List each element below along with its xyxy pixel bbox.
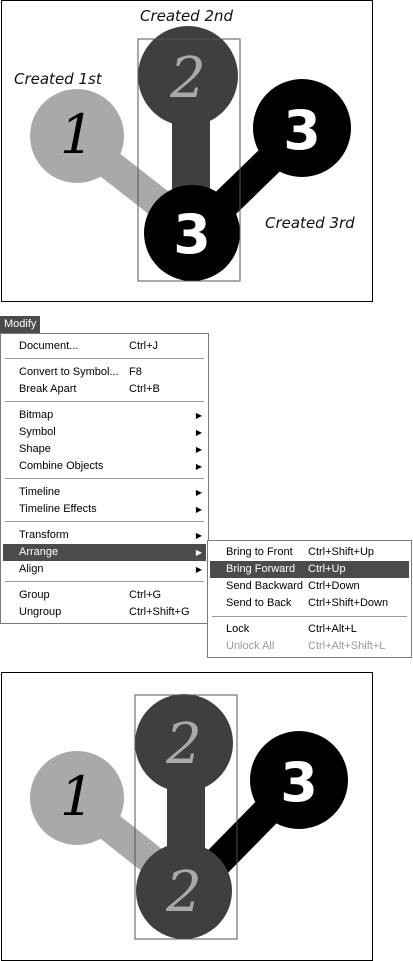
- menu-item-label: Unlock All: [226, 640, 275, 652]
- menu-item-label: Lock: [226, 623, 250, 635]
- menu-item-label: Symbol: [19, 426, 56, 438]
- submenu-arrow-icon: ▶: [195, 445, 202, 454]
- menu-item-label: Bitmap: [19, 409, 54, 421]
- top-illustration-panel: [1, 0, 373, 302]
- menu-item-label: Bring to Front: [226, 546, 293, 558]
- menu-item-label: Convert to Symbol...: [19, 366, 119, 378]
- menu-item-label: Align: [19, 563, 44, 575]
- digit-2: 2: [166, 712, 202, 777]
- menu-item-break-apart[interactable]: [3, 381, 206, 398]
- menu-item-shortcut: Ctrl+Shift+Down: [308, 597, 389, 609]
- menu-separator: [5, 581, 204, 582]
- submenu-arrow-icon: ▶: [195, 565, 202, 574]
- label-created-1st: Created 1st: [14, 70, 102, 88]
- menu-item-shortcut: Ctrl+B: [129, 383, 160, 395]
- digit-3: 3: [280, 751, 318, 814]
- menu-item-label: Combine Objects: [19, 460, 104, 472]
- submenu-arrow-icon: ▶: [195, 488, 202, 497]
- menu-item-label: Group: [19, 589, 50, 601]
- menu-item-shortcut: Ctrl+Up: [308, 563, 346, 575]
- menu-item-label: Timeline: [19, 486, 61, 498]
- menu-separator: [5, 478, 204, 479]
- menu-item-bring-to-front[interactable]: [210, 544, 409, 561]
- menu-separator: [5, 358, 204, 359]
- menu-item-symbol[interactable]: [3, 424, 206, 441]
- menu-item-unlock-all: [210, 638, 409, 655]
- menu-item-send-to-back[interactable]: [210, 595, 409, 612]
- menu-item-align[interactable]: [3, 561, 206, 578]
- menu-separator: [5, 401, 204, 402]
- submenu-arrow-icon: ▶: [195, 411, 202, 420]
- menu-item-label: Ungroup: [19, 606, 62, 618]
- bottom-illustration-canvas: [2, 673, 372, 960]
- digit-1: 1: [59, 103, 95, 166]
- menu-item-label: Document...: [19, 340, 79, 352]
- menu-item-label: Shape: [19, 443, 51, 455]
- menu-item-send-backward[interactable]: [210, 578, 409, 595]
- bottom-illustration-panel: [1, 672, 373, 961]
- menu-item-label: Send to Back: [226, 597, 292, 609]
- menu-item-arrange[interactable]: [3, 544, 206, 561]
- submenu-arrow-icon: ▶: [195, 548, 202, 557]
- menu-item-label: Arrange: [19, 546, 59, 558]
- digit-2: 2: [170, 46, 206, 111]
- menu-item-bitmap[interactable]: [3, 407, 206, 424]
- menu-item-shortcut: Ctrl+Down: [308, 580, 360, 592]
- menu-item-lock[interactable]: [210, 621, 409, 638]
- menu-item-shortcut: Ctrl+Alt+L: [308, 623, 357, 635]
- digit-1: 1: [59, 765, 95, 828]
- digit-2-front: 2: [166, 860, 202, 925]
- menu-item-group[interactable]: [3, 587, 206, 604]
- label-created-3rd: Created 3rd: [265, 214, 355, 232]
- menu-item-shortcut: Ctrl+Shift+Up: [308, 546, 375, 558]
- menu-item-shortcut: Ctrl+G: [129, 589, 162, 601]
- menu-item-shape[interactable]: [3, 441, 206, 458]
- menu-item-shortcut: Ctrl+Shift+G: [129, 606, 190, 618]
- menu-item-label: Bring Forward: [226, 563, 296, 575]
- submenu-arrow-icon: ▶: [195, 531, 202, 540]
- menu-item-convert-to-symbol[interactable]: [3, 364, 206, 381]
- menu-item-shortcut: Ctrl+Alt+Shift+L: [308, 640, 386, 652]
- menu-item-timeline[interactable]: [3, 484, 206, 501]
- menu-item-timeline-effects[interactable]: [3, 501, 206, 518]
- submenu-arrow-icon: ▶: [195, 462, 202, 471]
- label-created-2nd: Created 2nd: [140, 7, 234, 25]
- digit-3: 3: [283, 99, 321, 162]
- top-illustration-canvas: [2, 1, 372, 301]
- menu-item-transform[interactable]: [3, 527, 206, 544]
- arrange-submenu: [207, 540, 412, 658]
- menu-item-ungroup[interactable]: [3, 604, 206, 621]
- submenu-arrow-icon: ▶: [195, 505, 202, 514]
- menu-separator: [212, 616, 407, 617]
- menu-item-shortcut: F8: [129, 366, 142, 378]
- menu-item-label: Send Backward: [226, 580, 304, 592]
- modify-menu-title[interactable]: Modify: [0, 316, 40, 333]
- menu-item-combine-objects[interactable]: [3, 458, 206, 475]
- menu-item-label: Transform: [19, 529, 69, 541]
- menu-separator: [5, 521, 204, 522]
- menu-item-shortcut: Ctrl+J: [129, 340, 159, 352]
- modify-menu: [0, 333, 209, 624]
- menu-item-document[interactable]: [3, 338, 206, 355]
- submenu-arrow-icon: ▶: [195, 428, 202, 437]
- digit-3-front: 3: [173, 203, 211, 266]
- menu-item-label: Timeline Effects: [19, 503, 97, 515]
- menu-item-bring-forward[interactable]: [210, 561, 409, 578]
- menu-item-label: Break Apart: [19, 383, 77, 395]
